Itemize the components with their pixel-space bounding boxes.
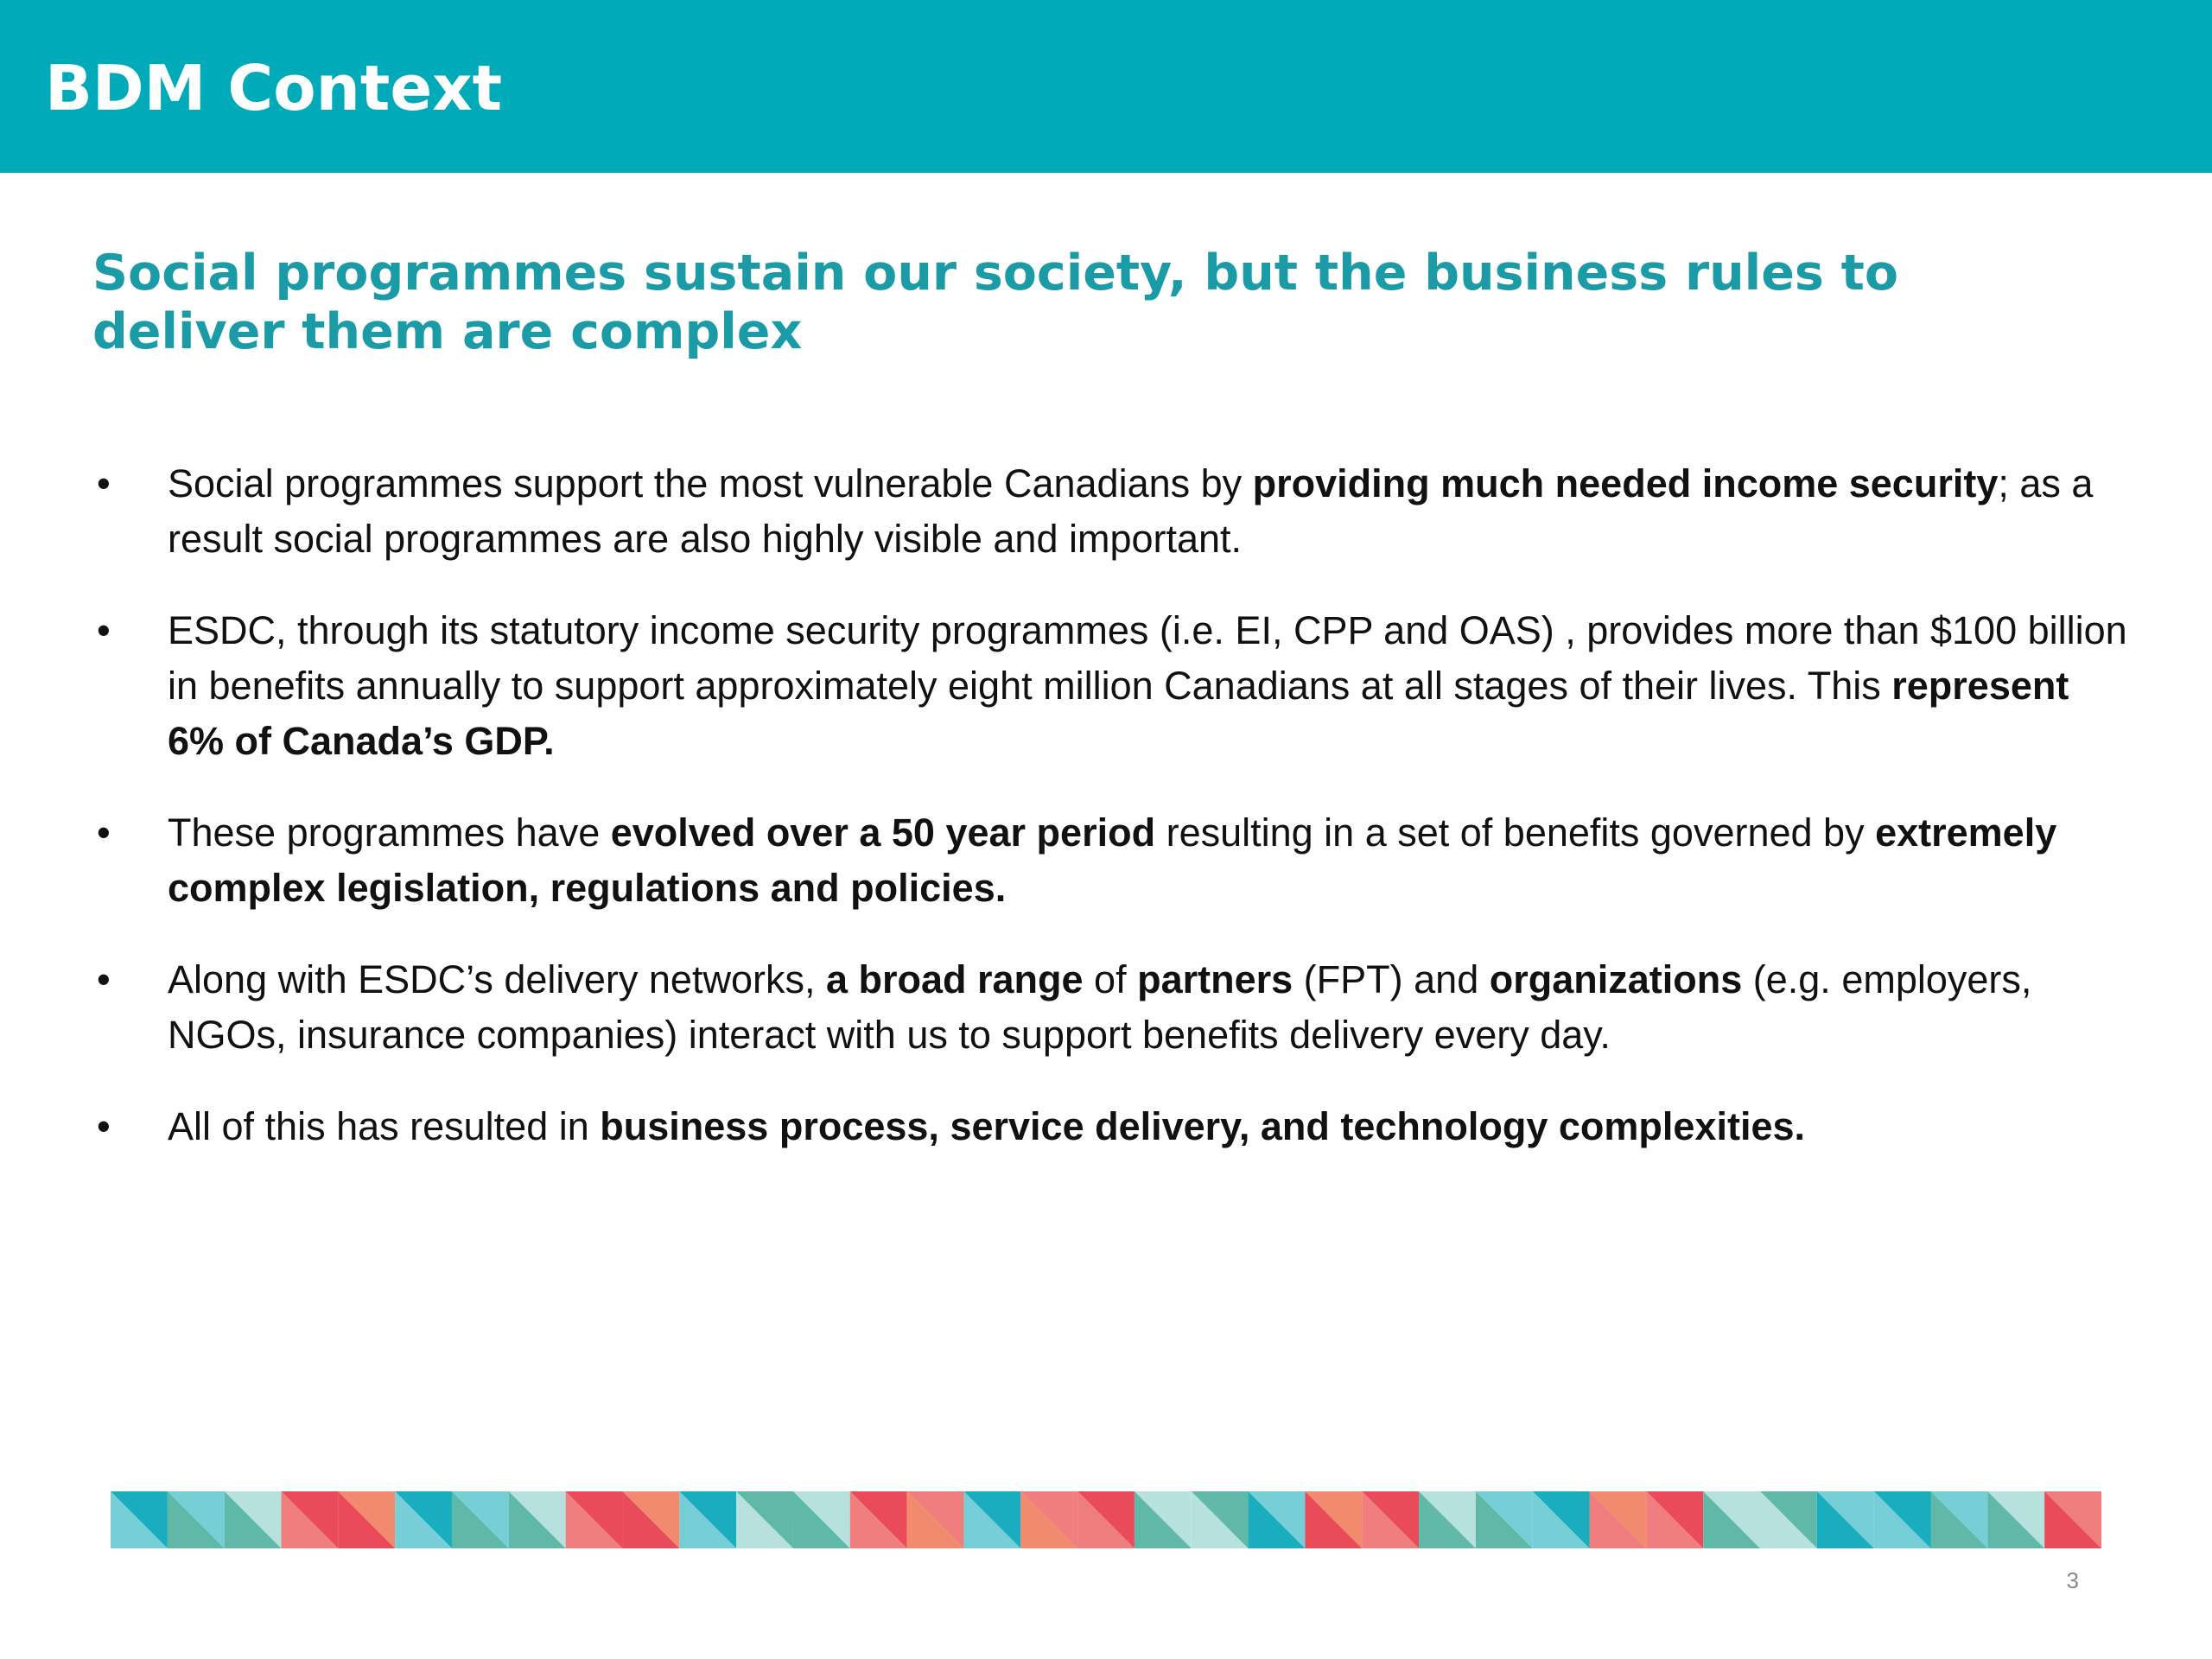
bullet-item (0, 603, 2134, 769)
bullet-marker: • (97, 957, 111, 1001)
bullet-segment: ESDC, through its statutory income security programmes (i.e. EI, CPP and OAS) , provides more than $100 billion in benefits annually to support approximately eight million Canadians at all stages of their lives. This (168, 608, 2127, 708)
bullet-item (0, 1099, 2134, 1154)
bullet-segment: resulting in a set of benefits governed by (1155, 810, 1876, 855)
bullet-segment: of (1083, 957, 1138, 1001)
bullet-marker: • (97, 810, 111, 855)
bullet-text (168, 1104, 1805, 1148)
bullet-bold-segment: evolved over a 50 year period (610, 810, 1156, 855)
bullet-segment: (FPT) and (1293, 957, 1490, 1001)
bullet-text (168, 461, 2093, 561)
bullet-item (0, 456, 2134, 567)
bullet-marker: • (97, 461, 111, 505)
bullet-segment: Social programmes support the most vulnerable Canadians by (168, 461, 1253, 505)
slide-title: BDM Context (45, 52, 503, 124)
bullet-list (0, 456, 2212, 1191)
bullet-text (168, 810, 2056, 910)
bullet-bold-segment: represent 6% of Canada’s GDP. (168, 664, 2069, 763)
bullet-segment: ; as a result social programmes are also highly visible and important. (168, 461, 2094, 561)
bullet-item (0, 805, 2134, 916)
bullet-text (168, 608, 2127, 763)
bullet-item (0, 952, 2134, 1063)
bullet-bold-segment: providing much needed income security (1252, 461, 1999, 505)
bullet-bold-segment: business process, service delivery, and technology complexities. (600, 1104, 1806, 1148)
bullet-segment: (e.g. employers, NGOs, insurance companies) interact with us to support benefits delivery every day. (168, 957, 2032, 1057)
bullet-bold-segment: a broad range (825, 957, 1084, 1001)
bullet-marker: • (97, 608, 111, 652)
page-number: 3 (2066, 1567, 2079, 1593)
bullet-text (168, 957, 2031, 1057)
bullet-bold-segment: extremely complex legislation, regulations and policies. (168, 810, 2057, 910)
bullet-segment: All of this has resulted in (168, 1104, 601, 1148)
bullet-segment: Along with ESDC’s delivery networks, (168, 957, 826, 1001)
slide-subtitle: Social programmes sustain our society, but the business rules to deliver them are complex (92, 245, 1899, 360)
bullet-bold-segment: partners (1137, 957, 1294, 1001)
bullet-marker: • (97, 1104, 111, 1148)
bullet-segment: These programmes have (168, 810, 611, 855)
bullet-bold-segment: organizations (1489, 957, 1743, 1001)
header-bar (0, 0, 2212, 173)
decorative-triangle-pattern (111, 1491, 2101, 1548)
